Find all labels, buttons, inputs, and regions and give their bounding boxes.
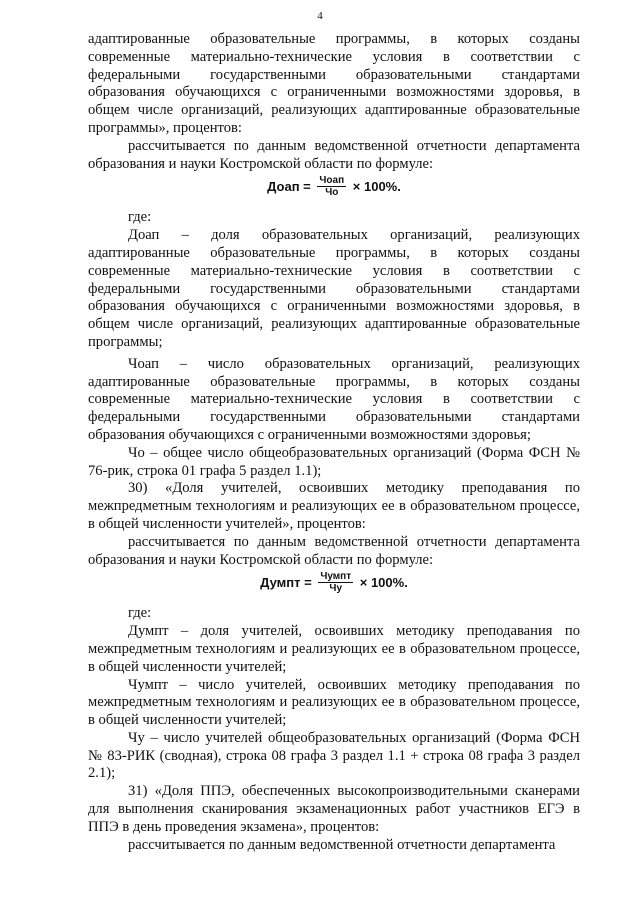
definition: Доап – доля образовательных организаций, реализующих адаптированные образовательные программы, в которых созданы современные материально-технические условия в соответствии с федеральными государственными образовательными стандартами образования обучающихся с ограниченными возможностями здоровья, в общем числе организаций, реализующих адаптированные образовательные программы; [88, 227, 580, 350]
list-item-31: 31) «Доля ППЭ, обеспеченных высокопроизводительными сканерами для выполнения сканирования экзаменационных работ участников ЕГЭ в ППЭ в день проведения экзамена», процентов: [88, 783, 580, 835]
where-label: где: [128, 209, 152, 226]
formula-numerator: Чумпт [320, 571, 352, 583]
formula-fraction [317, 175, 346, 198]
where-label: где: [128, 605, 152, 622]
paragraph: рассчитывается по данным ведомственной отчетности департамента образования и науки Костромской области по формуле: [88, 137, 580, 172]
paragraph: рассчитывается по данным ведомственной отчетности департамента образования и науки Костромской области по формуле: [88, 533, 580, 568]
formula-rhs: × 100%. [359, 574, 408, 590]
paragraph: адаптированные образовательные программы, в которых созданы современные материально-технические условия в соответствии с федеральными государственными образовательными стандартами образования обучающихся с ограниченными возможностями здоровья, в общем числе организаций, реализующих адаптированные образовательные программы», процентов: [88, 31, 580, 136]
formula-fraction [318, 571, 353, 594]
formula-lhs: Доап = [267, 178, 311, 194]
definition: Чоап – число образовательных организаций, реализующих адаптированные образовательные программы, в которых созданы современные материально-технические условия в соответствии с федеральными государственными образовательными стандартами образования обучающихся с ограниченными возможностями здоровья; [88, 355, 580, 443]
formula-doap [88, 175, 580, 203]
formula-rhs: × 100%. [352, 178, 401, 194]
formula-dumpt [88, 571, 580, 599]
definition: Чо – общее число общеобразовательных организаций (Форма ФСН № 76-рик, строка 01 графа 5 раздел 1.1); [88, 444, 580, 479]
formula-numerator: Чоап [319, 175, 345, 187]
definition: Чумпт – число учителей, освоивших методику преподавания по межпредметным технологиям и реализующих ее в образовательном процессе, в общей численности учителей; [88, 676, 580, 729]
page-number: 4 [317, 10, 323, 22]
formula-denominator: Чо [325, 187, 339, 199]
formula-lhs: Думпт = [260, 574, 312, 590]
list-item-30: 30) «Доля учителей, освоивших методику преподавания по межпредметным технологиям и реализующих ее в образовательном процессе, в общей численности учителей», процентов: [88, 480, 580, 532]
definition: Думпт – доля учителей, освоивших методику преподавания по межпредметным технологиям и реализующих ее в образовательном процессе, в общей численности учителей; [88, 623, 580, 675]
document-body [88, 31, 580, 854]
formula-denominator: Чу [329, 583, 343, 595]
paragraph: рассчитывается по данным ведомственной отчетности департамента [128, 836, 556, 853]
definition: Чу – число учителей общеобразовательных организаций (Форма ФСН № 83-РИК (сводная), строка 08 графа 3 раздел 1.1 + строка 08 графа 3 раздел 2.1); [88, 729, 580, 782]
